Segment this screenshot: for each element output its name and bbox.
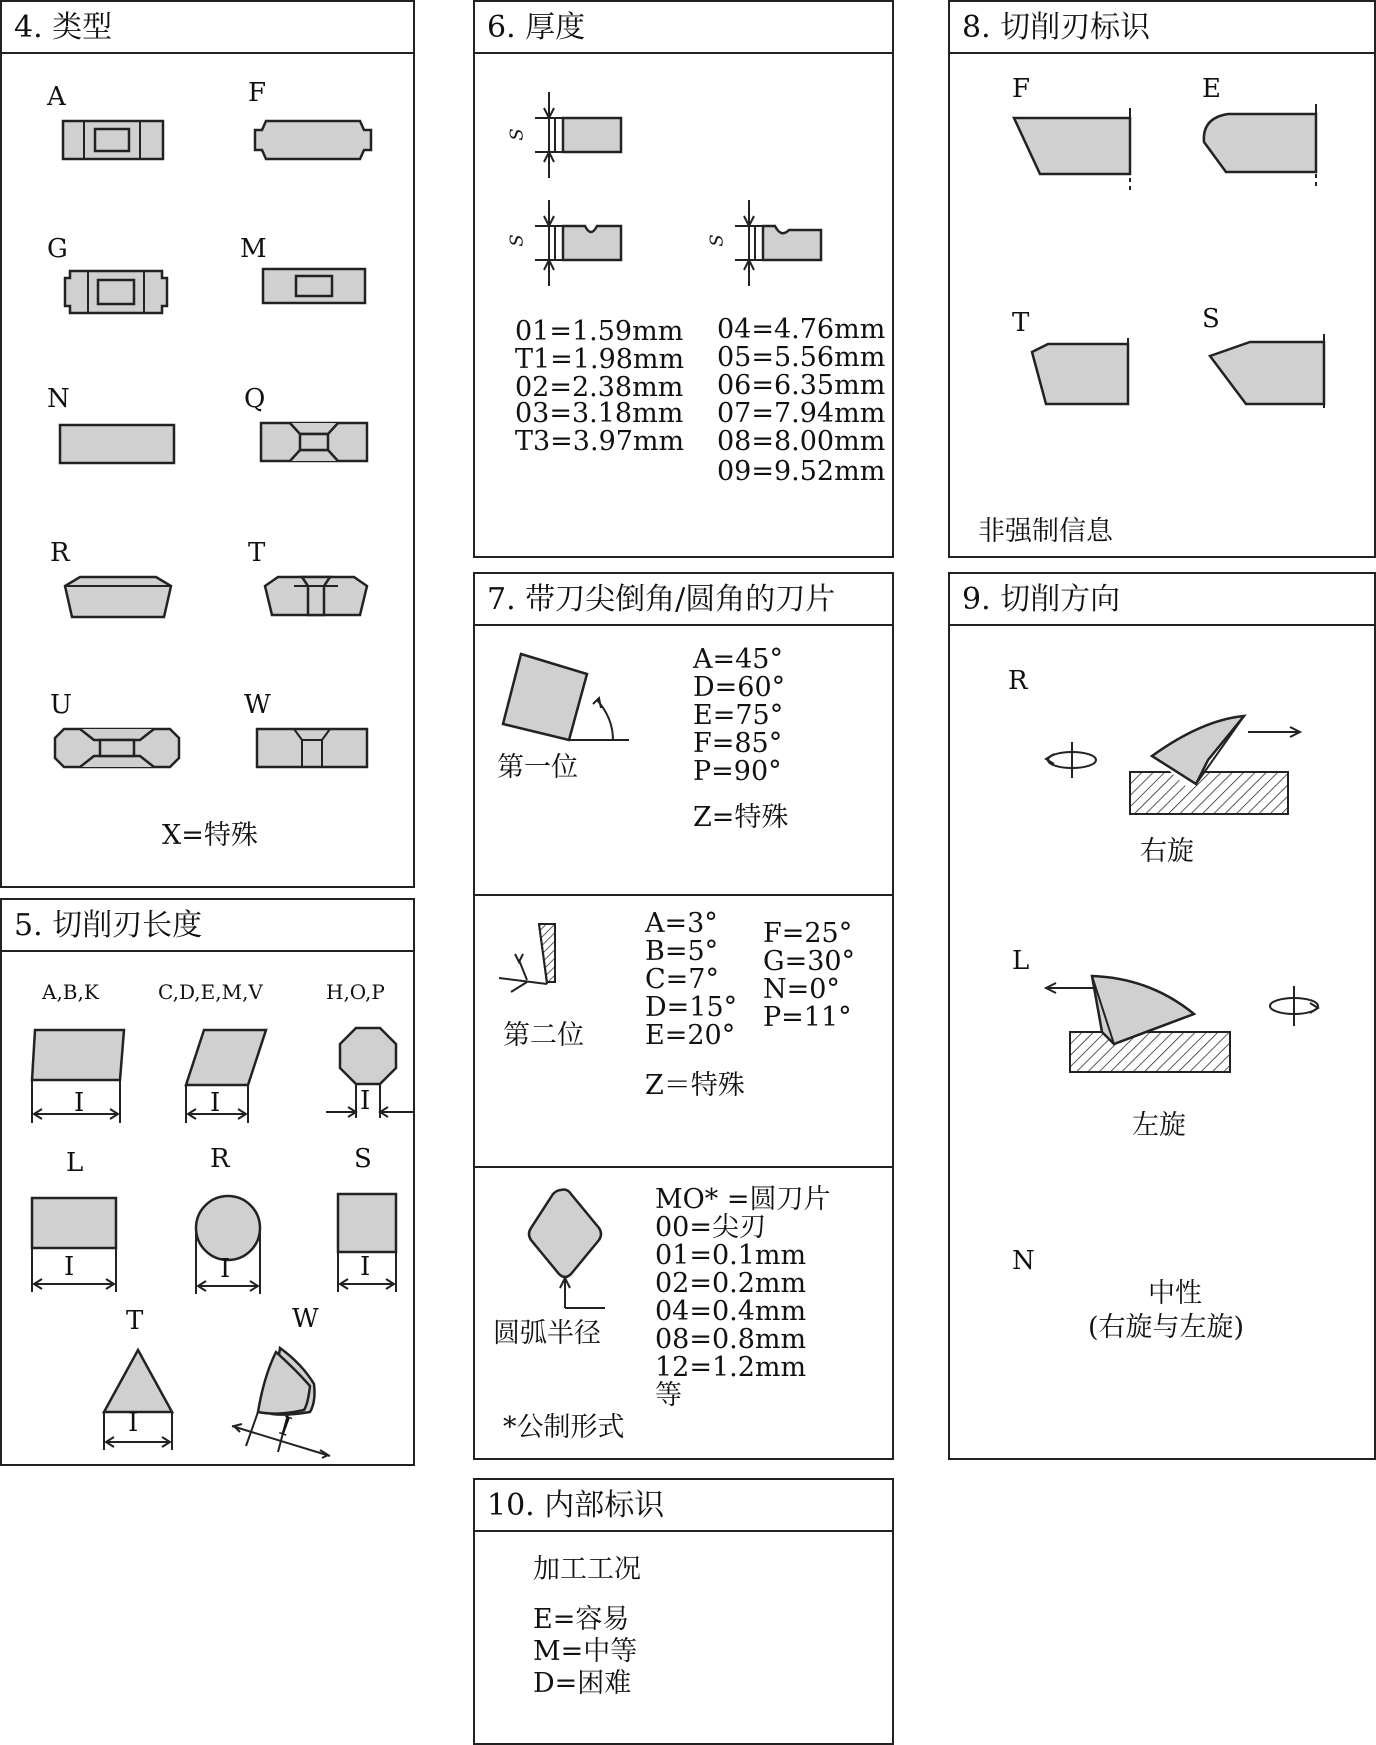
dim-label: I bbox=[64, 1252, 75, 1282]
insert-g-icon bbox=[64, 270, 168, 314]
right-hand-text: 右旋 bbox=[1140, 836, 1194, 867]
second-value: F=25° bbox=[763, 918, 853, 949]
insert-w-icon bbox=[256, 728, 368, 768]
dim-label: S bbox=[506, 234, 528, 247]
type-label-a: A bbox=[47, 82, 66, 112]
second-position-label: 第二位 bbox=[503, 1020, 584, 1051]
panel-type bbox=[0, 0, 415, 888]
direction-label-r: R bbox=[1008, 666, 1028, 696]
panel-title: 5. 切削刃长度 bbox=[2, 900, 413, 952]
dim-label: I bbox=[128, 1408, 139, 1438]
radius-value: 02=0.2mm bbox=[655, 1268, 807, 1299]
thickness-value: T3=3.97mm bbox=[515, 426, 685, 457]
type-label-w: W bbox=[244, 690, 271, 720]
second-value: E=20° bbox=[645, 1020, 736, 1051]
dim-label: S bbox=[506, 128, 528, 141]
dim-label: S bbox=[706, 234, 728, 247]
type-label-u: U bbox=[50, 690, 72, 720]
edge-e-icon bbox=[1200, 102, 1322, 188]
type-label-q: Q bbox=[244, 384, 266, 414]
first-value: F=85° bbox=[693, 728, 783, 759]
direction-label-n: N bbox=[1012, 1246, 1035, 1276]
panel-title: 9. 切削方向 bbox=[950, 574, 1374, 626]
radius-value: MO* =圆刀片 bbox=[655, 1184, 831, 1215]
panel-edge-length bbox=[0, 898, 415, 1466]
insert-q-icon bbox=[260, 422, 368, 462]
edge-t-icon bbox=[1020, 336, 1132, 410]
dim-label: I bbox=[360, 1086, 371, 1116]
second-value: A=3° bbox=[645, 908, 718, 939]
first-value: P=90° bbox=[693, 756, 782, 787]
thickness-value: 07=7.94mm bbox=[717, 398, 886, 429]
edge-id-label-s: S bbox=[1202, 304, 1220, 334]
thickness-value: 06=6.35mm bbox=[717, 370, 886, 401]
group-label-t: T bbox=[126, 1306, 144, 1336]
panel-edge-id bbox=[948, 0, 1376, 558]
thickness-value: 08=8.00mm bbox=[717, 426, 886, 457]
panel-title: 4. 类型 bbox=[2, 2, 413, 54]
insert-u-icon bbox=[54, 728, 180, 768]
panel-title: 10. 内部标识 bbox=[475, 1480, 892, 1532]
second-value: G=30° bbox=[763, 946, 856, 977]
left-hand-icon bbox=[1040, 972, 1340, 1076]
neutral-text: 中性 bbox=[1148, 1278, 1202, 1309]
panel-title: 8. 切削刃标识 bbox=[950, 2, 1374, 54]
thickness-value: T1=1.98mm bbox=[515, 344, 685, 375]
group-label-cdemv: C,D,E,M,V bbox=[158, 980, 263, 1004]
group-label-s: S bbox=[354, 1144, 372, 1174]
thickness-value: 05=5.56mm bbox=[717, 342, 886, 373]
dim-label: I bbox=[360, 1252, 371, 1282]
panel-title: 7. 带刀尖倒角/圆角的刀片 bbox=[475, 574, 892, 626]
type-label-r: R bbox=[50, 538, 70, 568]
radius-value: 12=1.2mm bbox=[655, 1352, 807, 1383]
radius-value: 01=0.1mm bbox=[655, 1240, 807, 1271]
internal-value: M=中等 bbox=[533, 1636, 638, 1667]
group-label-w: W bbox=[292, 1304, 319, 1334]
second-note: Z＝特殊 bbox=[645, 1070, 745, 1101]
internal-value: E=容易 bbox=[533, 1604, 630, 1635]
first-note: Z=特殊 bbox=[693, 802, 789, 833]
radius-value: 04=0.4mm bbox=[655, 1296, 807, 1327]
clearance-angle-icon bbox=[497, 922, 587, 1010]
left-hand-text: 左旋 bbox=[1132, 1110, 1186, 1141]
triangle-t-icon bbox=[102, 1348, 174, 1454]
second-value: C=7° bbox=[645, 964, 719, 995]
group-label-r: R bbox=[210, 1144, 230, 1174]
radius-label: 圆弧半径 bbox=[493, 1318, 601, 1349]
thickness-value: 02=2.38mm bbox=[515, 372, 684, 403]
panel-internal bbox=[473, 1478, 894, 1745]
insert-r-icon bbox=[64, 576, 172, 618]
right-hand-icon bbox=[1042, 702, 1352, 842]
group-label-abk: A,B,K bbox=[42, 980, 99, 1004]
group-label-hop: H,O,P bbox=[326, 980, 385, 1004]
panel-thickness bbox=[473, 0, 894, 558]
neutral-text-detail: (右旋与左旋) bbox=[1088, 1312, 1245, 1343]
type-label-t: T bbox=[248, 538, 266, 568]
edge-id-label-f: F bbox=[1012, 74, 1031, 104]
edge-s-icon bbox=[1202, 332, 1328, 410]
thickness-value: 09=9.52mm bbox=[717, 456, 886, 487]
type-label-f: F bbox=[248, 78, 267, 108]
insert-a-icon bbox=[62, 120, 164, 160]
first-value: D=60° bbox=[693, 672, 786, 703]
type-label-n: N bbox=[47, 384, 70, 414]
second-value: N=0° bbox=[763, 974, 840, 1005]
edge-id-label-e: E bbox=[1202, 74, 1221, 104]
insert-m-icon bbox=[262, 268, 366, 304]
insert-t-icon bbox=[264, 576, 368, 616]
type-label-m: M bbox=[240, 234, 267, 264]
panel-corner bbox=[473, 572, 894, 1460]
dim-label: I bbox=[220, 1254, 231, 1284]
first-value: A=45° bbox=[693, 644, 783, 675]
edge-id-label-t: T bbox=[1012, 308, 1030, 338]
radius-note: *公制形式 bbox=[503, 1412, 625, 1443]
type-label-g: G bbox=[47, 234, 68, 264]
thickness-value: 03=3.18mm bbox=[515, 398, 684, 429]
first-value: E=75° bbox=[693, 700, 784, 731]
second-value: B=5° bbox=[645, 936, 719, 967]
panel-direction bbox=[948, 572, 1376, 1460]
panel-title: 6. 厚度 bbox=[475, 2, 892, 54]
insert-f-icon bbox=[254, 120, 372, 160]
type-note: X=特殊 bbox=[162, 820, 258, 851]
edge-id-note: 非强制信息 bbox=[978, 516, 1113, 547]
internal-value: D=困难 bbox=[533, 1668, 632, 1699]
dim-label: I bbox=[210, 1088, 221, 1118]
first-position-label: 第一位 bbox=[497, 752, 578, 783]
internal-heading: 加工工况 bbox=[533, 1554, 641, 1585]
radius-value: 08=0.8mm bbox=[655, 1324, 807, 1355]
radius-value: 等 bbox=[655, 1380, 682, 1411]
edge-f-icon bbox=[1012, 106, 1134, 192]
thickness-value: 01=1.59mm bbox=[515, 316, 684, 347]
second-value: D=15° bbox=[645, 992, 738, 1023]
dim-label: I bbox=[74, 1088, 85, 1118]
group-label-l: L bbox=[66, 1148, 84, 1178]
second-value: P=11° bbox=[763, 1002, 852, 1033]
direction-label-l: L bbox=[1012, 946, 1030, 976]
corner-radius-icon bbox=[519, 1188, 639, 1318]
rhombus-cdemv-icon bbox=[184, 1028, 270, 1128]
radius-value: 00=尖刃 bbox=[655, 1212, 766, 1243]
thickness-value: 04=4.76mm bbox=[717, 314, 886, 345]
chamfer-angle-icon bbox=[501, 652, 631, 756]
dim-label: I bbox=[275, 1411, 296, 1443]
insert-n-icon bbox=[59, 424, 175, 464]
